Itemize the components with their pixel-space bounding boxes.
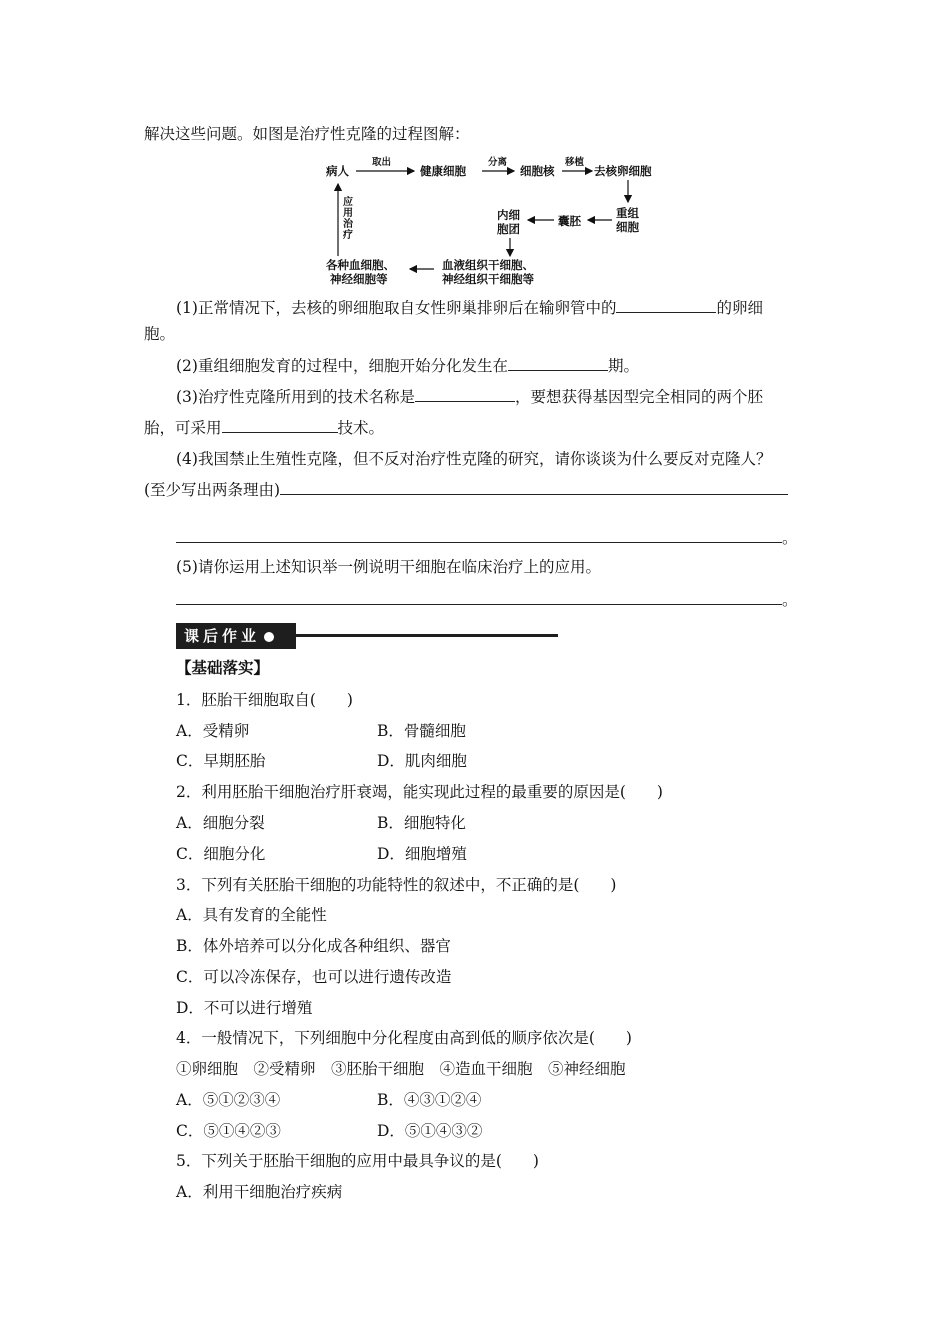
question-4-line3 <box>176 528 798 548</box>
q1-text-b: 的卵细 <box>716 299 763 317</box>
q5-blank[interactable] <box>176 590 782 605</box>
hw-question-5: 5．下列关于胚胎干细胞的应用中最具争议的是( ) <box>176 1152 539 1170</box>
hw-q3-option-b[interactable]: B．体外培养可以分化成各种组织、器官 <box>176 937 451 955</box>
question-4-line1: (4)我国禁止生殖性克隆，但不反对治疗性克隆的研究，请你谈谈为什么要反对克隆人？ <box>176 450 772 468</box>
q3-text-a: (3)治疗性克隆所用到的技术名称是 <box>176 388 415 406</box>
node-patient: 病人 <box>326 164 349 178</box>
question-3-line1 <box>176 387 763 407</box>
banner-rule <box>296 634 558 637</box>
question-1-line1 <box>176 298 763 318</box>
node-enucleated-egg: 去核卵细胞 <box>594 164 652 178</box>
q3-blank-2[interactable] <box>222 418 338 433</box>
label-extract: 取出 <box>372 157 392 168</box>
node-body-cells-2: 神经细胞等 <box>330 272 388 286</box>
node-blastocyst: 囊胚 <box>558 214 581 228</box>
node-body-cells-1: 各种血细胞、 <box>326 258 395 272</box>
node-stem-cells-1: 血液组织干细胞、 <box>442 258 534 272</box>
q2-text-b: 期。 <box>607 357 639 375</box>
section-heading: 【基础落实】 <box>176 658 270 677</box>
q2-blank[interactable] <box>508 356 608 371</box>
q3-text-c: 胎，可采用 <box>144 419 222 437</box>
intro-text: 解决这些问题。如图是治疗性克隆的过程图解： <box>144 125 470 143</box>
hw-q2-option-c[interactable]: C．细胞分化 <box>176 845 266 863</box>
hw-q1-option-b[interactable]: B．骨髓细胞 <box>377 722 466 740</box>
node-recombined-cell-1: 重组 <box>616 206 639 220</box>
node-recombined-cell-2: 细胞 <box>616 220 639 234</box>
hw-q3-option-a[interactable]: A．具有发育的全能性 <box>176 906 327 924</box>
hw-q4-option-d[interactable]: D．⑤①④③② <box>377 1122 483 1140</box>
q1-text-a: (1)正常情况下，去核的卵细胞取自女性卵巢排卵后在输卵管中的 <box>176 299 617 317</box>
hw-q4-option-b[interactable]: B．④③①②④ <box>377 1091 482 1109</box>
q4-period: 。 <box>782 529 798 547</box>
cloning-process-diagram <box>300 152 690 294</box>
question-1-line2: 胞。 <box>144 325 176 343</box>
q5-period: 。 <box>782 591 798 609</box>
q4-blank-2[interactable] <box>176 528 782 543</box>
q4-text-b: (至少写出两条理由) <box>144 481 281 499</box>
hw-q1-option-d[interactable]: D．肌肉细胞 <box>377 752 467 770</box>
hw-q2-option-b[interactable]: B．细胞特化 <box>377 814 466 832</box>
node-healthy-cell: 健康细胞 <box>420 164 466 178</box>
hw-q1-option-c[interactable]: C．早期胚胎 <box>176 752 266 770</box>
question-2 <box>176 356 639 376</box>
hw-q4-cell-list: ①卵细胞 ②受精卵 ③胚胎干细胞 ④造血干细胞 ⑤神经细胞 <box>176 1060 626 1078</box>
hw-question-2: 2．利用胚胎干细胞治疗肝衰竭，能实现此过程的最重要的原因是( ) <box>176 783 663 801</box>
q3-blank-1[interactable] <box>415 387 515 402</box>
hw-q3-option-d[interactable]: D．不可以进行增殖 <box>176 999 313 1017</box>
question-4-line2 <box>144 480 788 500</box>
q3-text-b: ，要想获得基因型完全相同的两个胚 <box>514 388 763 406</box>
hw-q2-option-a[interactable]: A．细胞分裂 <box>176 814 265 832</box>
hw-question-3: 3．下列有关胚胎干细胞的功能特性的叙述中，不正确的是( ) <box>176 876 617 894</box>
node-inner-cell-mass-1: 内细 <box>497 208 520 222</box>
hw-q3-option-c[interactable]: C．可以冷冻保存，也可以进行遗传改造 <box>176 968 452 986</box>
q2-text-a: (2)重组细胞发育的过程中，细胞开始分化发生在 <box>176 357 508 375</box>
hw-question-1: 1．胚胎干细胞取自( ) <box>176 691 353 709</box>
label-transplant: 移植 <box>565 157 585 168</box>
question-5: (5)请你运用上述知识举一例说明干细胞在临床治疗上的应用。 <box>176 558 601 576</box>
homework-banner <box>176 623 296 649</box>
banner-dot-icon <box>264 632 274 642</box>
homework-banner-text: 课后作业 <box>184 627 261 645</box>
hw-q4-option-a[interactable]: A．⑤①②③④ <box>176 1091 281 1109</box>
label-apply-treatment: 应用治疗 <box>343 197 353 241</box>
q1-blank[interactable] <box>616 298 716 313</box>
node-stem-cells-2: 神经组织干细胞等 <box>442 272 534 286</box>
q4-blank-1[interactable] <box>280 480 788 495</box>
hw-q2-option-d[interactable]: D．细胞增殖 <box>377 845 467 863</box>
hw-q4-option-c[interactable]: C．⑤①④②③ <box>176 1122 281 1140</box>
hw-question-4: 4．一般情况下，下列细胞中分化程度由高到低的顺序依次是( ) <box>176 1029 632 1047</box>
node-nucleus: 细胞核 <box>520 164 555 178</box>
hw-q1-option-a[interactable]: A．受精卵 <box>176 722 250 740</box>
question-3-line2 <box>144 418 384 438</box>
q3-text-d: 技术。 <box>337 419 385 437</box>
question-5-answer-line <box>176 590 798 610</box>
node-inner-cell-mass-2: 胞团 <box>497 222 520 236</box>
hw-q5-option-a[interactable]: A．利用干细胞治疗疾病 <box>176 1183 343 1201</box>
label-separate: 分离 <box>488 157 508 168</box>
